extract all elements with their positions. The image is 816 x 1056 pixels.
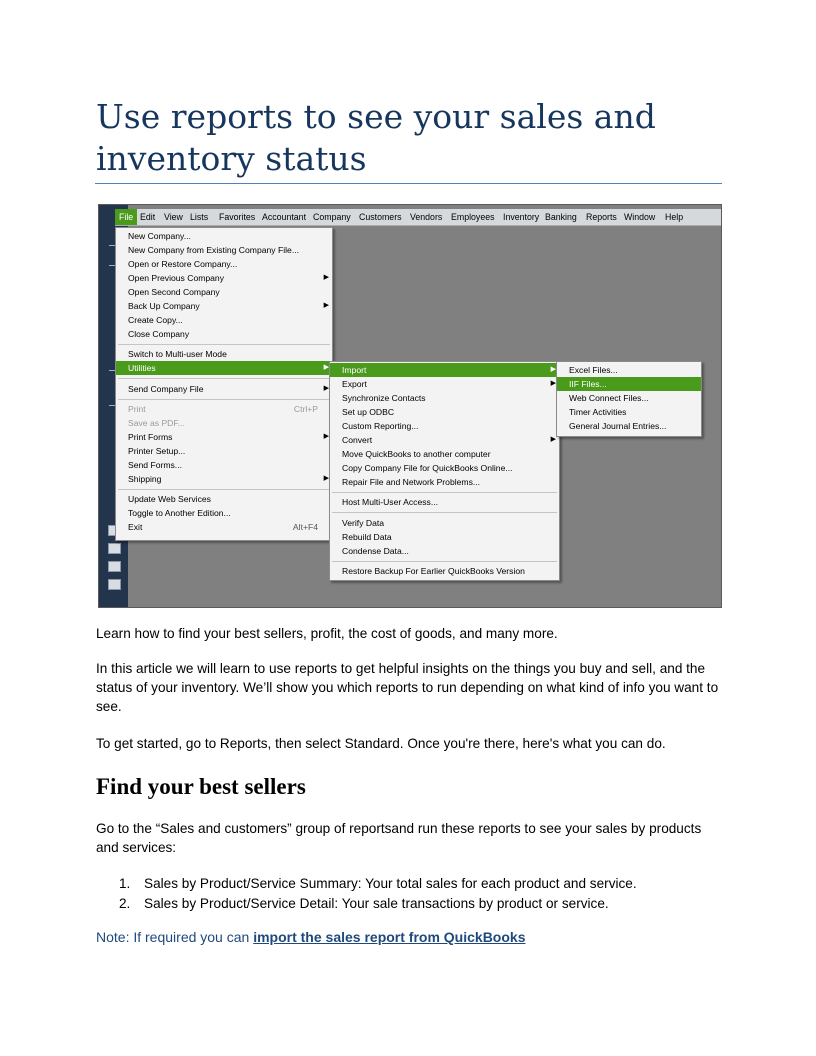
file-printer-setup[interactable]: Printer Setup... (128, 446, 186, 456)
import-web-connect[interactable]: Web Connect Files... (569, 393, 649, 403)
utilities-repair-file[interactable]: Repair File and Network Problems... (342, 477, 481, 487)
menu-vendors[interactable]: Vendors (410, 212, 443, 222)
sidebar-icon (108, 561, 121, 572)
utilities-submenu (329, 361, 560, 581)
title-divider (95, 183, 722, 184)
menu-separator (118, 399, 330, 400)
utilities-export[interactable] (330, 377, 559, 391)
menu-customers[interactable]: Customers (359, 212, 402, 222)
menu-employees[interactable]: Employees (451, 212, 495, 222)
menu-file[interactable]: File (115, 209, 137, 225)
menu-favorites[interactable]: Favorites (219, 212, 256, 222)
file-open-previous-label: Open Previous Company (128, 273, 225, 283)
file-create-copy[interactable]: Create Copy... (128, 315, 183, 325)
menu-separator (332, 561, 557, 562)
utilities-convert-label: Convert (342, 435, 373, 445)
submenu-arrow-icon: ▶ (323, 385, 329, 392)
import-submenu (556, 361, 702, 437)
import-excel-files[interactable]: Excel Files... (569, 365, 618, 375)
menu-bar (115, 209, 721, 226)
note (96, 928, 526, 946)
menu-help[interactable]: Help (665, 212, 684, 222)
submenu-arrow-icon: ▶ (323, 274, 329, 281)
utilities-export-label: Export (342, 379, 367, 389)
utilities-move-quickbooks[interactable]: Move QuickBooks to another computer (342, 449, 491, 459)
print-shortcut: Ctrl+P (293, 404, 318, 414)
menu-company[interactable]: Company (313, 212, 351, 222)
article-title: Use reports to see your sales and inventory status (96, 97, 656, 178)
menu-separator (118, 489, 330, 490)
utilities-copy-online[interactable]: Copy Company File for QuickBooks Online... (342, 463, 513, 473)
menu-window[interactable]: Window (624, 212, 656, 222)
menu-separator (118, 344, 330, 345)
menu-inventory[interactable]: Inventory (503, 212, 540, 222)
file-switch-multiuser[interactable]: Switch to Multi-user Mode (128, 349, 227, 359)
list-item (119, 894, 609, 913)
utilities-verify-data[interactable]: Verify Data (342, 518, 385, 528)
import-timer-activities[interactable]: Timer Activities (569, 407, 627, 417)
file-new-company-existing[interactable]: New Company from Existing Company File... (128, 245, 299, 255)
utilities-convert[interactable] (330, 433, 559, 447)
file-open-restore[interactable]: Open or Restore Company... (128, 259, 238, 269)
list-item (119, 874, 637, 893)
file-back-up-label: Back Up Company (128, 301, 200, 311)
utilities-sync-contacts[interactable]: Synchronize Contacts (342, 393, 426, 403)
submenu-arrow-icon: ▶ (550, 436, 556, 443)
body-paragraph-1: In this article we will learn to use reports to get helpful insights on the things you buy and sell, and the status of your inventory. We’ll show you which reports to run depending on what kind of info you want to see. (96, 661, 719, 714)
utilities-custom-reporting[interactable]: Custom Reporting... (342, 421, 419, 431)
file-shipping[interactable] (116, 472, 332, 486)
file-print-forms-label: Print Forms (128, 432, 173, 442)
menu-separator (118, 378, 330, 379)
menu-edit[interactable]: Edit (140, 212, 156, 222)
file-print (116, 402, 332, 416)
utilities-rebuild-data[interactable]: Rebuild Data (342, 532, 392, 542)
utilities-import-label: Import (342, 365, 367, 375)
file-utilities[interactable] (116, 361, 332, 375)
import-journal-entries[interactable]: General Journal Entries... (569, 421, 667, 431)
submenu-arrow-icon: ▶ (323, 475, 329, 482)
submenu-arrow-icon: ▶ (550, 366, 556, 373)
utilities-setup-odbc[interactable]: Set up ODBC (342, 407, 395, 417)
menu-lists[interactable]: Lists (190, 212, 209, 222)
file-exit[interactable] (116, 520, 332, 534)
menu-accountant[interactable]: Accountant (262, 212, 307, 222)
exit-shortcut: Alt+F4 (292, 522, 318, 532)
file-new-company[interactable]: New Company... (128, 231, 191, 241)
file-utilities-label: Utilities (128, 363, 156, 373)
import-iif-files[interactable]: IIF Files... (557, 377, 701, 391)
file-exit-label: Exit (128, 522, 143, 532)
utilities-import[interactable] (330, 363, 559, 377)
sidebar-icon (108, 579, 121, 590)
menu-view[interactable]: View (164, 212, 183, 222)
submenu-arrow-icon: ▶ (323, 364, 329, 371)
note-text: Note: If required you can (96, 929, 254, 945)
file-menu (115, 227, 333, 541)
file-update-web-services[interactable]: Update Web Services (128, 494, 211, 504)
file-shipping-label: Shipping (128, 474, 162, 484)
file-open-previous[interactable] (116, 271, 332, 285)
sidebar-icon (108, 543, 121, 554)
file-print-label: Print (128, 404, 146, 414)
menu-separator (332, 492, 557, 493)
submenu-arrow-icon: ▶ (323, 433, 329, 440)
submenu-arrow-icon: ▶ (550, 380, 556, 387)
import-sales-report-link[interactable]: import the sales report from QuickBooks (253, 929, 526, 945)
file-open-second[interactable]: Open Second Company (128, 287, 220, 297)
file-send-company-file[interactable] (116, 382, 332, 396)
list-number: 1. (119, 876, 131, 891)
utilities-host-multiuser[interactable]: Host Multi-User Access... (342, 497, 438, 507)
submenu-arrow-icon: ▶ (323, 302, 329, 309)
menu-banking[interactable]: Banking (545, 212, 577, 222)
list-text: Sales by Product/Service Detail: Your sale transactions by product or service. (144, 896, 609, 911)
body-paragraph-2: To get started, go to Reports, then select Standard. Once you're there, here's what you can do. (96, 736, 666, 751)
file-send-forms[interactable]: Send Forms... (128, 460, 182, 470)
file-print-forms[interactable] (116, 430, 332, 444)
file-send-company-file-label: Send Company File (128, 384, 204, 394)
menu-separator (332, 512, 557, 513)
section-heading: Find your best sellers (96, 774, 306, 799)
file-back-up[interactable] (116, 299, 332, 313)
menu-reports[interactable]: Reports (586, 212, 617, 222)
file-close-company[interactable]: Close Company (128, 329, 190, 339)
list-text: Sales by Product/Service Summary: Your total sales for each product and service. (144, 876, 637, 891)
file-save-pdf: Save as PDF... (128, 418, 185, 428)
utilities-restore-backup[interactable]: Restore Backup For Earlier QuickBooks Version (342, 566, 525, 576)
utilities-condense-data[interactable]: Condense Data... (342, 546, 409, 556)
section-paragraph: Go to the “Sales and customers” group of reportsand run these reports to see your sales by products and services: (96, 821, 702, 855)
intro-paragraph: Learn how to find your best sellers, profit, the cost of goods, and many more. (96, 626, 558, 641)
quickbooks-screenshot (98, 204, 722, 608)
list-number: 2. (119, 896, 131, 911)
file-toggle-edition[interactable]: Toggle to Another Edition... (128, 508, 231, 518)
